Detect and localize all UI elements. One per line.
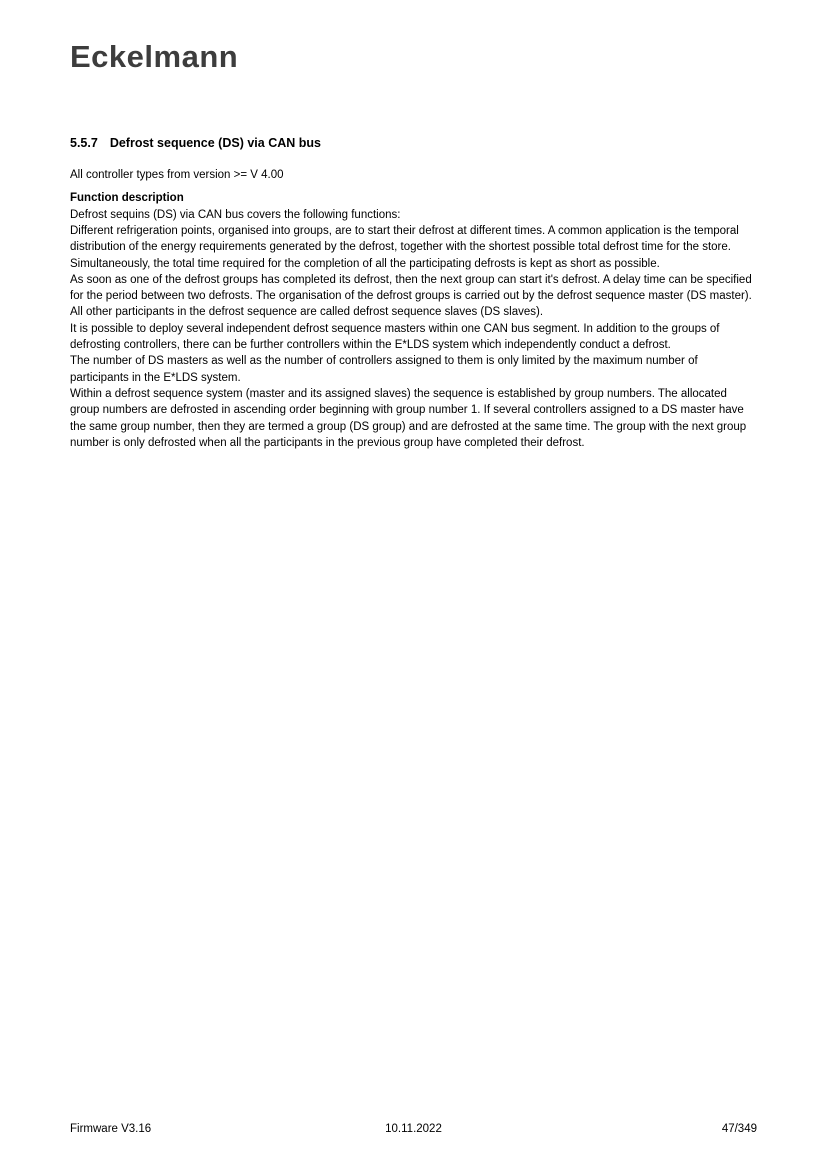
section-heading [70,136,757,150]
footer-firmware-version: Firmware V3.16 [70,1123,152,1135]
paragraph: Within a defrost sequence system (master and its assigned slaves) the sequence is established by group numbers. The allocated group numbers are defrosted in ascending order beginning with group number 1. If several controllers assigned to a DS master have the same group number, then they are termed a group (DS group) and are defrosted at the same time. The group with the next group number is only defrosted when all the participants in the previous group have completed their defrost. [70,387,747,449]
body-text [70,207,757,451]
paragraph: Defrost sequins (DS) via CAN bus covers the following functions: [70,208,401,221]
paragraph: Different refrigeration points, organised into groups, are to start their defrost at different times. A common application is the temporal distribution of the energy requirements generated by the defrost, together with the shortest possible total defrost time for the store. Simultaneously, the total time required for the completion of all the participating defrosts is kept as short as possible. [70,224,739,270]
page-content [70,0,757,451]
section-title: Defrost sequence (DS) via CAN bus [109,136,321,151]
paragraph: As soon as one of the defrost groups has completed its defrost, then the next group can start it's defrost. A delay time can be specified for the period between two defrosts. The organisation of the defrost groups is carried out by the defrost sequence master (DS master). All other participants in the defrost sequence are called defrost sequence slaves (DS slaves). [70,273,752,319]
page-footer [70,1123,757,1135]
paragraph: It is possible to deploy several independent defrost sequence masters within one CAN bus segment. In addition to the groups of defrosting controllers, there can be further controllers within the E*LDS system which independently conduct a defrost. [70,322,720,352]
controller-version-note: All controller types from version >= V 4.00 [70,169,284,182]
footer-page-number: 47/349 [721,1123,757,1135]
paragraph: The number of DS masters as well as the number of controllers assigned to them is only limited by the maximum number of participants in the E*LDS system. [70,355,698,384]
function-description-heading: Function description [70,192,184,205]
footer-date: 10.11.2022 [385,1123,442,1135]
eckelmann-logo: Eckelmann [70,39,239,74]
section-number: 5.5.7 [70,136,98,151]
